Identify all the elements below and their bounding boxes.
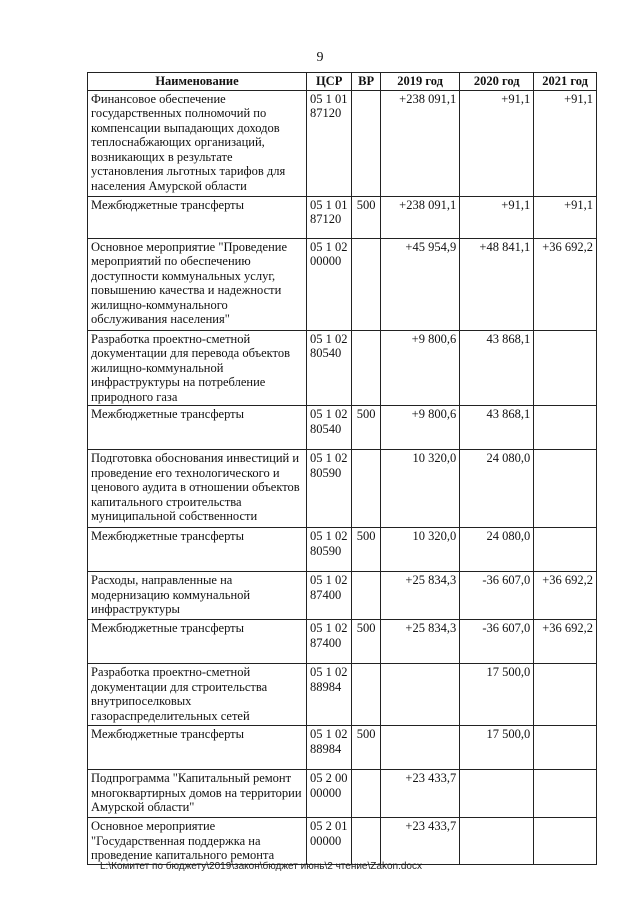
header-vr: ВР (352, 73, 381, 91)
row-csr: 05 1 02 88984 (307, 726, 352, 770)
row-2021 (534, 450, 597, 528)
table-row (88, 196, 597, 238)
row-name: Подготовка обоснования инвестиций и проведение его технологического и ценового аудита в отношении объектов капитального строительства муниципальной собственности (88, 450, 307, 528)
header-2020: 2020 год (460, 73, 534, 91)
row-2021: +36 692,2 (534, 238, 597, 330)
row-csr: 05 1 02 00000 (307, 238, 352, 330)
row-2021 (534, 406, 597, 450)
row-name: Основное мероприятие "Проведение мероприятий по обеспечению доступности коммунальных услуг, повышению качества и надежности жилищно-коммунального обслуживания населения" (88, 238, 307, 330)
table-row (88, 528, 597, 572)
row-csr: 05 1 01 87120 (307, 90, 352, 196)
row-2019: 10 320,0 (381, 450, 460, 528)
row-2020: -36 607,0 (460, 572, 534, 620)
table-row (88, 818, 597, 865)
row-2021 (534, 664, 597, 726)
row-vr (352, 572, 381, 620)
row-2019: +238 091,1 (381, 196, 460, 238)
row-csr: 05 1 02 80590 (307, 450, 352, 528)
row-vr (352, 330, 381, 406)
row-vr (352, 450, 381, 528)
row-vr: 500 (352, 726, 381, 770)
row-2021 (534, 770, 597, 818)
row-csr: 05 1 02 87400 (307, 572, 352, 620)
row-csr: 05 1 01 87120 (307, 196, 352, 238)
row-2020: 43 868,1 (460, 406, 534, 450)
header-csr: ЦСР (307, 73, 352, 91)
row-2020 (460, 770, 534, 818)
table-row (88, 664, 597, 726)
row-2019 (381, 664, 460, 726)
page-number: 9 (316, 50, 324, 65)
row-name: Разработка проектно-сметной документации для перевода объектов жилищно-коммунальной инфраструктуры на потребление природного газа (88, 330, 307, 406)
row-2019: +25 834,3 (381, 620, 460, 664)
row-vr (352, 90, 381, 196)
row-vr: 500 (352, 196, 381, 238)
row-vr: 500 (352, 528, 381, 572)
table-row (88, 90, 597, 196)
row-name: Межбюджетные трансферты (88, 406, 307, 450)
row-name: Межбюджетные трансферты (88, 620, 307, 664)
table-row (88, 450, 597, 528)
row-2021: +91,1 (534, 90, 597, 196)
row-2021: +36 692,2 (534, 620, 597, 664)
row-2021: +36 692,2 (534, 572, 597, 620)
row-2021 (534, 330, 597, 406)
row-csr: 05 1 02 88984 (307, 664, 352, 726)
row-2019: +9 800,6 (381, 406, 460, 450)
header-2019: 2019 год (381, 73, 460, 91)
row-2019: +238 091,1 (381, 90, 460, 196)
row-2020: 17 500,0 (460, 664, 534, 726)
row-vr (352, 770, 381, 818)
row-2021 (534, 818, 597, 865)
row-2019: 10 320,0 (381, 528, 460, 572)
row-name: Разработка проектно-сметной документации для строительства внутрипоселковых газораспределительных сетей (88, 664, 307, 726)
row-2019: +23 433,7 (381, 818, 460, 865)
row-csr: 05 2 00 00000 (307, 770, 352, 818)
row-csr: 05 1 02 80540 (307, 330, 352, 406)
row-2020: 17 500,0 (460, 726, 534, 770)
row-2019: +23 433,7 (381, 770, 460, 818)
table-row (88, 770, 597, 818)
row-2021 (534, 528, 597, 572)
row-2020: 24 080,0 (460, 450, 534, 528)
row-name: Основное мероприятие "Государственная поддержка на проведение капитального ремонта (88, 818, 307, 865)
table-row (88, 572, 597, 620)
header-2021: 2021 год (534, 73, 597, 91)
table-row (88, 238, 597, 330)
row-2021 (534, 726, 597, 770)
row-name: Межбюджетные трансферты (88, 196, 307, 238)
row-2020: +48 841,1 (460, 238, 534, 330)
table-row (88, 726, 597, 770)
table-header-row (88, 73, 597, 91)
row-vr: 500 (352, 620, 381, 664)
row-name: Межбюджетные трансферты (88, 528, 307, 572)
header-name: Наименование (88, 73, 307, 91)
row-csr: 05 1 02 80590 (307, 528, 352, 572)
row-2020: +91,1 (460, 90, 534, 196)
row-name: Финансовое обеспечение государственных полномочий по компенсации выпадающих доходов теплоснабжающих организаций, возникающих в результате установления льготных тарифов для населения Амурской области (88, 90, 307, 196)
budget-table (87, 72, 597, 865)
table-row (88, 620, 597, 664)
row-2020: +91,1 (460, 196, 534, 238)
row-vr (352, 238, 381, 330)
row-csr: 05 1 02 87400 (307, 620, 352, 664)
row-2019 (381, 726, 460, 770)
row-csr: 05 2 01 00000 (307, 818, 352, 865)
row-name: Межбюджетные трансферты (88, 726, 307, 770)
footer-file-path: L:\Комитет по бюджету\2019\закон\бюджет июнь\2 чтение\Zakon.docx (100, 861, 422, 872)
row-2020: -36 607,0 (460, 620, 534, 664)
row-2019: +9 800,6 (381, 330, 460, 406)
table-row (88, 330, 597, 406)
row-name: Расходы, направленные на модернизацию коммунальной инфраструктуры (88, 572, 307, 620)
row-2019: +45 954,9 (381, 238, 460, 330)
row-name: Подпрограмма "Капитальный ремонт многоквартирных домов на территории Амурской области" (88, 770, 307, 818)
row-2020: 24 080,0 (460, 528, 534, 572)
table-row (88, 406, 597, 450)
row-vr: 500 (352, 406, 381, 450)
row-vr (352, 664, 381, 726)
row-2020 (460, 818, 534, 865)
row-csr: 05 1 02 80540 (307, 406, 352, 450)
row-vr (352, 818, 381, 865)
row-2019: +25 834,3 (381, 572, 460, 620)
row-2021: +91,1 (534, 196, 597, 238)
row-2020: 43 868,1 (460, 330, 534, 406)
